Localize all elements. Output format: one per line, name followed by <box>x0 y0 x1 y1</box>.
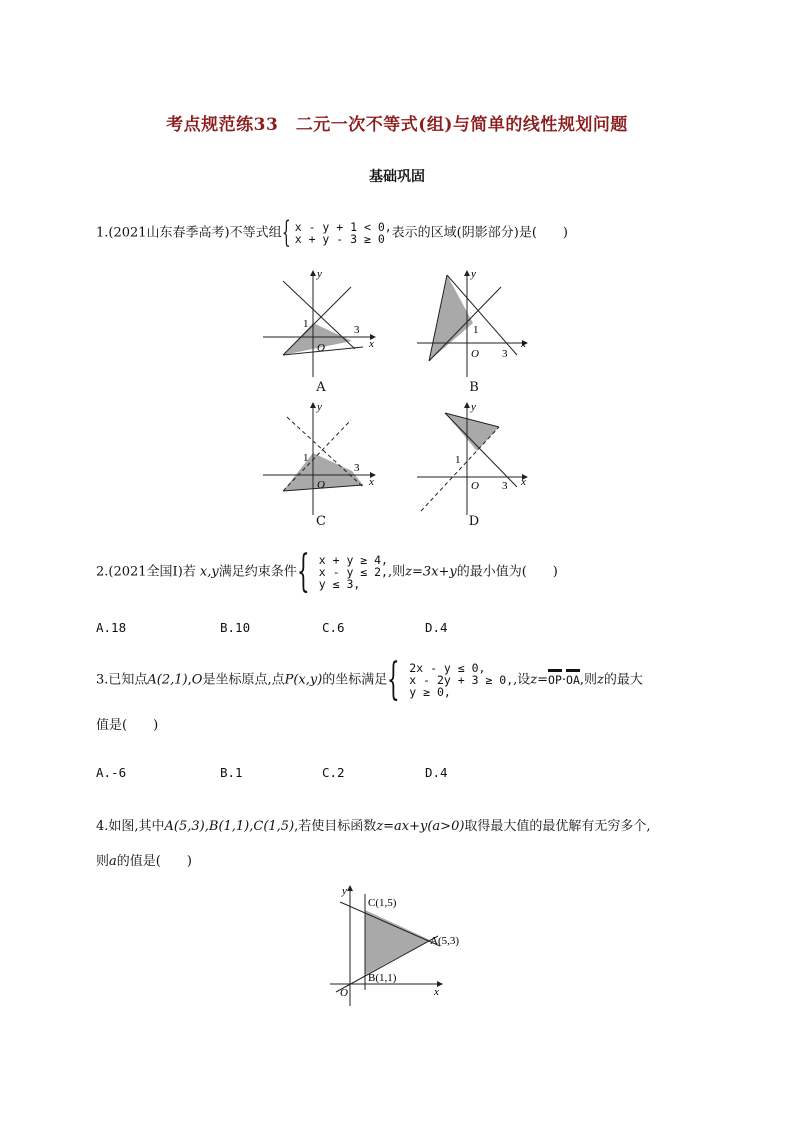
graph-a-tick3: 3 <box>354 324 360 336</box>
q3-after: ,设 <box>513 672 531 688</box>
q3-prefix-1: 3.已知点 <box>96 672 148 688</box>
q1-system <box>295 221 392 245</box>
q2-expr: z=3x+y <box>405 564 457 580</box>
q4-expr: z=ax+y(a>0) <box>376 819 465 834</box>
q3-point-p: P(x,y) <box>284 672 323 688</box>
q3-ineq-3: y ≥ 0, <box>409 685 451 699</box>
q3-system <box>409 662 513 698</box>
graph-b-label: B <box>469 380 479 395</box>
q3-prefix-2: , <box>187 672 192 688</box>
q1-suffix: 表示的区域(阴影部分)是( ) <box>391 225 568 241</box>
graph-b <box>417 268 527 377</box>
q4-figure <box>330 880 470 1010</box>
q4-a: a <box>109 854 117 869</box>
graph-b-y: y <box>471 268 476 280</box>
q3-prefix-4: 的坐标满足 <box>322 672 388 688</box>
q3-origin: O <box>191 672 203 688</box>
q1-prefix: 1.(2021山东春季高考)不等式组 <box>96 225 282 241</box>
q1-ineq-1: x - y + 1 < 0, <box>294 220 392 234</box>
question-3 <box>96 654 643 705</box>
q4-fig-origin: O <box>340 987 348 999</box>
q3-vector-op: OP <box>548 669 562 687</box>
graph-d-tick1: 1 <box>455 454 461 466</box>
q4-fig-y: y <box>342 885 347 897</box>
graph-c-y: y <box>317 401 322 413</box>
graph-b-x: x <box>521 338 526 350</box>
q4-fig-point-c: C(1,5) <box>368 897 397 909</box>
q3-option-d[interactable]: D.4 <box>425 765 448 780</box>
graph-d-region <box>445 413 499 451</box>
graph-d-x: x <box>521 476 526 488</box>
q3-end-z: z <box>597 672 604 688</box>
graph-a <box>263 268 375 377</box>
graph-d-origin: O <box>471 480 479 492</box>
graph-c-x: x <box>369 476 374 488</box>
q3-option-a[interactable]: A.-6 <box>96 765 127 780</box>
graph-a-origin: O <box>317 342 325 354</box>
graph-d-label: D <box>468 514 480 529</box>
q3-ineq-1: 2x - y ≤ 0, <box>409 661 486 675</box>
q1-graphs <box>255 265 545 535</box>
q2-suffix: 的最小值为( ) <box>456 564 558 580</box>
graph-b-tick1: 1 <box>473 324 479 336</box>
graph-d-y: y <box>471 401 476 413</box>
q3-prefix-3: 是坐标原点,点 <box>202 672 285 688</box>
q2-after: ,则 <box>388 564 406 580</box>
graph-d <box>417 401 527 515</box>
q2-brace: { <box>296 546 310 597</box>
graph-a-y: y <box>317 268 322 280</box>
q4-line1-b: ,若使目标函数 <box>294 819 377 834</box>
q2-ineq-2: x - y ≤ 2, <box>318 565 388 579</box>
q2-system <box>319 554 388 590</box>
question-1 <box>96 215 568 250</box>
q1-brace: { <box>281 215 291 250</box>
q2-option-b[interactable]: B.10 <box>220 620 251 635</box>
q3-point-a: A(2,1) <box>147 672 188 688</box>
q4-fig-point-a: A(5,3) <box>430 935 460 947</box>
graph-c-origin: O <box>317 479 325 491</box>
q3-continuation: 值是( ) <box>96 718 159 733</box>
q2-vars: x,y <box>199 564 219 580</box>
q3-expr-z: z= <box>530 672 549 688</box>
graph-b-region <box>429 275 473 361</box>
q2-option-c[interactable]: C.6 <box>322 620 345 635</box>
q4-line2-b: 的值是( ) <box>116 854 192 869</box>
question-4-line2 <box>96 850 192 869</box>
q4-fig-point-b: B(1,1) <box>368 972 397 984</box>
q3-end-2: 的最大 <box>603 672 643 688</box>
graph-a-tick1: 1 <box>303 318 309 330</box>
page-title: 考点规范练33 二元一次不等式(组)与简单的线性规划问题 <box>166 115 628 135</box>
q3-ineq-2: x - 2y + 3 ≥ 0, <box>409 673 514 687</box>
q4-fig-x: x <box>434 986 439 998</box>
graph-a-x: x <box>369 338 374 350</box>
graph-a-label: A <box>316 380 326 395</box>
q2-option-d[interactable]: D.4 <box>425 620 448 635</box>
q2-prefix: 2.(2021全国Ⅰ)若 <box>96 564 196 580</box>
q3-brace: { <box>387 654 400 705</box>
question-4 <box>96 815 651 834</box>
q4-points: A(5,3),B(1,1),C(1,5) <box>164 819 295 834</box>
q3-option-b[interactable]: B.1 <box>220 765 243 780</box>
q3-dot: · <box>561 672 567 688</box>
graph-b-tick3: 3 <box>502 348 508 360</box>
question-2 <box>96 546 558 597</box>
graph-d-tick3: 3 <box>502 480 508 492</box>
q3-option-c[interactable]: C.2 <box>322 765 345 780</box>
section-heading: 基础巩固 <box>369 169 425 185</box>
q1-ineq-2: x + y - 3 ≥ 0 <box>294 232 385 246</box>
q2-ineq-3: y ≤ 3, <box>318 577 361 591</box>
q2-mid: 满足约束条件 <box>218 564 297 580</box>
graph-c-tick1: 1 <box>303 452 309 464</box>
q3-end-1: ,则 <box>579 672 598 688</box>
q2-ineq-1: x + y ≥ 4, <box>318 553 388 567</box>
graph-b-origin: O <box>471 348 479 360</box>
graph-c-tick3: 3 <box>354 462 360 474</box>
q3-vector-oa: OA <box>566 669 580 687</box>
graph-c <box>263 401 375 515</box>
q2-option-a[interactable]: A.18 <box>96 620 127 635</box>
q4-line1-c: 取得最大值的最优解有无穷多个, <box>464 819 651 834</box>
graph-c-label: C <box>316 514 326 529</box>
q4-feasible-region <box>365 910 430 975</box>
q4-line2-a: 则 <box>96 854 110 869</box>
q4-line1-a: 4.如图,其中 <box>96 819 165 834</box>
